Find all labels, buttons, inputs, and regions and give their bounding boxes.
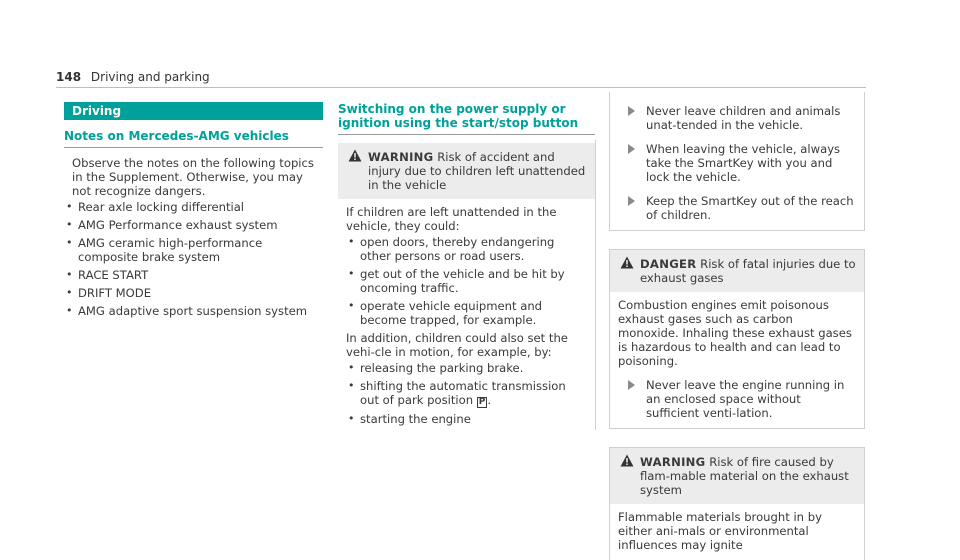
warning-triangle-icon [348,149,362,162]
intro-text: Observe the notes on the following topics in the Supplement. Otherwise, you may not recognize dangers. [72,156,314,198]
warning-triangle-icon [620,256,634,269]
warning-paragraph-2: In addition, children could also set the vehi-cle in motion, for example, by: [346,331,568,359]
step-item: Keep the SmartKey out of the reach of children. [618,194,856,222]
heading-rule [338,134,595,135]
warning-header [610,448,864,504]
danger-box-exhaust [609,249,865,429]
risk-list [346,235,587,327]
park-position-icon: P [478,397,486,407]
list-item: • shifting the automatic transmission out of park position P . [348,379,566,407]
page-title: Driving and parking [90,70,210,84]
list-item: • releasing the parking brake. [348,361,524,375]
list-item: • get out of the vehicle and be hit by oncoming traffic. [348,267,565,295]
page-header [56,70,210,84]
section-bar-driving: Driving [64,102,323,120]
step-item: Never leave children and animals unat-tended in the vehicle. [618,104,856,132]
arrow-icon [628,380,635,390]
danger-body [610,292,864,428]
warning-paragraph: If children are left unattended in the vehicle, they could: [346,205,557,233]
danger-label: DANGER [640,257,697,271]
arrow-icon [628,144,635,154]
heading-rule [64,147,323,148]
arrow-icon [628,196,635,206]
danger-text: Risk of fatal injuries due to exhaust gases [640,257,856,285]
danger-paragraph: Combustion engines emit poisonous exhaust gases such as carbon monoxide. Inhaling these exhaust gases is hazardous to health and can lead to poisoning. [618,298,852,368]
warning-text: Risk of fire caused by flam-mable material on the exhaust system [640,455,849,497]
warning-left-border [595,140,596,430]
header-divider [56,87,866,88]
warning-header [338,143,595,199]
column-1 [64,102,323,322]
warning-label: WARNING [368,150,434,164]
arrow-icon [628,106,635,116]
list-item: • RACE START [66,268,149,282]
list-item: • AMG Performance exhaust system [66,218,278,232]
list-item: • AMG adaptive sport suspension system [66,304,308,318]
heading-start-stop: Switching on the power supply or ignition using the start/stop button [338,102,579,130]
list-item: • open doors, thereby endangering other persons or road users. [348,235,555,263]
warning-box-fire [609,447,865,560]
list-item: • operate vehicle equipment and become trapped, for example. [348,299,543,327]
list-item: • DRIFT MODE [66,286,152,300]
column-2 [338,102,595,438]
list-item: • Rear axle locking differential [66,200,245,214]
warning-triangle-icon [620,454,634,467]
list-item: • starting the engine [348,412,471,426]
warning-box-children [338,143,595,438]
step-item: When leaving the vehicle, always take the SmartKey with you and lock the vehicle. [618,142,856,184]
column-3 [609,92,865,560]
warning-body [338,199,595,438]
list-item: • AMG ceramic high-performance composite brake system [66,236,263,264]
warning-label: WARNING [640,455,706,469]
warning-body [610,504,864,560]
step-item: Never leave the engine running in an enclosed space without sufficient venti-lation. [618,378,856,420]
amg-topics-list [64,200,323,318]
children-steps-box [609,92,865,231]
warning-text: Risk of accident and injury due to children left unattended in the vehicle [368,150,586,192]
danger-header [610,250,864,292]
warning-paragraph: Flammable materials brought in by either ani-mals or environmental influences may ignite [618,510,822,552]
heading-amg-notes: Notes on Mercedes-AMG vehicles [64,129,289,143]
motion-list [346,361,587,426]
page-number: 148 [56,70,82,84]
